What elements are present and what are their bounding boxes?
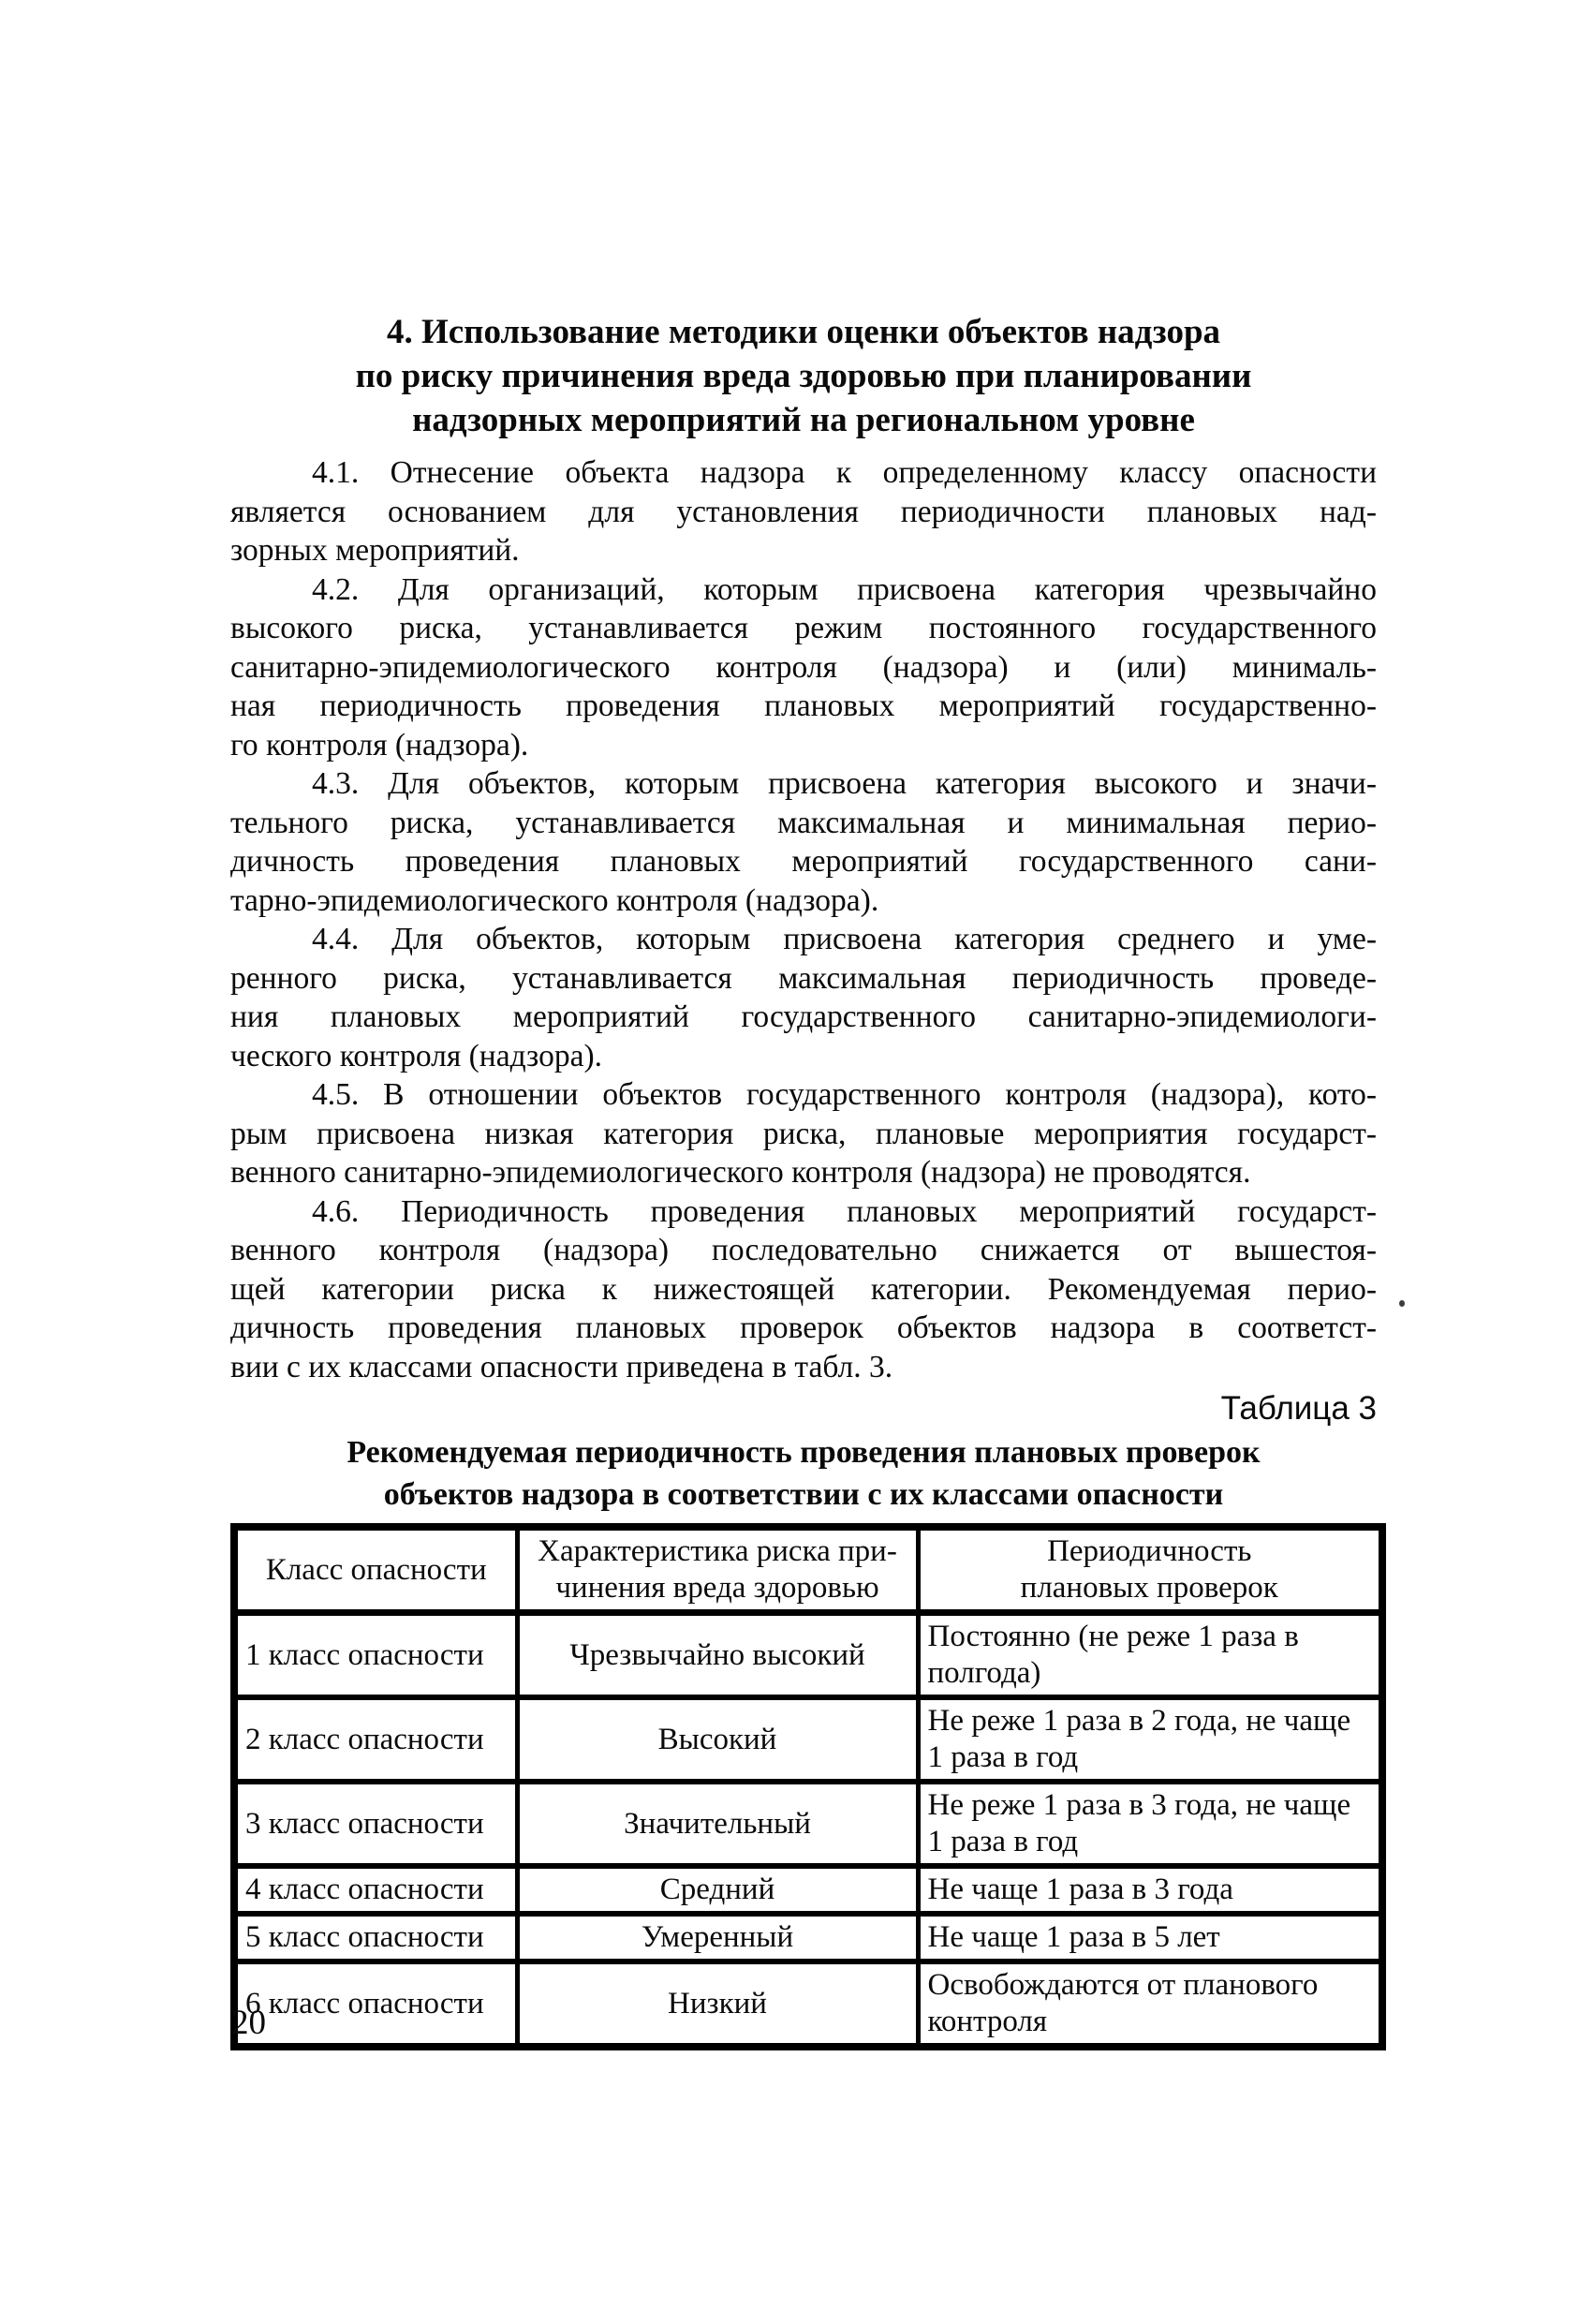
periodicity-cell: Не реже 1 раза в 3 года, не чаще 1 раза в год [918,1782,1382,1866]
table-caption: Таблица 3 [1220,1390,1377,1427]
paragraph [230,453,1377,570]
table-row [234,1961,1382,2047]
paragraph-line: дичность проведения плановых проверок объектов надзора в соответст- [230,1310,1377,1345]
periodicity-cell: Постоянно (не реже 1 раза в полгода) [918,1613,1382,1698]
periodicity-table [230,1523,1386,2050]
paragraph-line: 4.5. В отношении объектов государственного контроля (надзора), кото- [312,1077,1377,1112]
table-row [234,1613,1382,1698]
body-text [230,453,1377,1386]
paragraph-line: вии с их классами опасности приведена в табл. 3. [230,1349,893,1384]
paragraph-line: тарно-эпидемиологического контроля (надзора). [230,882,879,918]
header-class-cell: Класс опасности [234,1527,517,1613]
risk-cell: Умеренный [517,1914,918,1961]
paragraph-line: 4.1. Отнесение объекта надзора к определенному классу опасности [312,455,1377,490]
paragraph-line: 4.4. Для объектов, которым присвоена категория среднего и уме- [312,922,1377,956]
hazard-class-cell: 3 класс опасности [234,1782,517,1866]
hazard-class-cell: 4 класс опасности [234,1866,517,1914]
heading-line: по риску причинения вреда здоровью при планировании [355,357,1252,395]
paragraph [230,764,1377,920]
header-periodicity-cell: Периодичность плановых проверок [918,1527,1382,1613]
table-row [234,1866,1382,1914]
periodicity-cell: Освобождаются от планового контроля [918,1961,1382,2047]
periodicity-cell: Не реже 1 раза в 2 года, не чаще 1 раза в год [918,1697,1382,1782]
paragraph-line: рым присвоена низкая категория риска, плановые мероприятия государст- [230,1116,1377,1151]
paragraph-line: венного контроля (надзора) последовательно снижается от вышестоя- [230,1233,1377,1267]
paragraph [230,920,1377,1075]
paragraph-line: ческого контроля (надзора). [230,1038,602,1073]
paragraph-line: ная периодичность проведения плановых мероприятий государственно- [230,688,1377,723]
paragraph [230,1192,1377,1387]
risk-cell: Значительный [517,1782,918,1866]
table-row [234,1782,1382,1866]
table-body [234,1613,1382,2048]
paragraph-line: 4.6. Периодичность проведения плановых мероприятий государст- [312,1193,1377,1229]
paragraph-line: 4.2. Для организаций, которым присвоена категория чрезвычайно [312,571,1377,607]
paragraph-line: го контроля (надзора). [230,727,529,762]
page-number: 20 [231,2004,266,2042]
table-title [230,1431,1377,1516]
paragraph-line: дичность проведения плановых мероприятий государственного сани- [230,844,1377,879]
risk-cell: Средний [517,1866,918,1914]
hazard-class-cell: 5 класс опасности [234,1914,517,1961]
paragraph [230,1075,1377,1192]
risk-cell: Высокий [517,1697,918,1782]
paragraph-line: высокого риска, устанавливается режим постоянного государственного [230,611,1377,645]
scan-artifact-dot [1399,1300,1405,1307]
risk-cell: Низкий [517,1961,918,2047]
paragraph [230,570,1377,765]
content-column [230,310,1377,2050]
risk-cell: Чрезвычайно высокий [517,1613,918,1698]
hazard-class-cell: 6 класс опасности [234,1961,517,2047]
table-title-line: Рекомендуемая периодичность проведения плановых проверок [347,1435,1261,1470]
heading-line: надзорных мероприятий на региональном уровне [412,401,1195,439]
paragraph-line: венного санитарно-эпидемиологического контроля (надзора) не проводятся. [230,1155,1251,1190]
heading-line: 4. Использование методики оценки объектов надзора [386,313,1221,351]
table-header-row [234,1527,1382,1613]
periodicity-cell: Не чаще 1 раза в 3 года [918,1866,1382,1914]
paragraph-line: санитарно-эпидемиологического контроля (надзора) и (или) минималь- [230,649,1377,685]
paragraph-line: ния плановых мероприятий государственного санитарно-эпидемиологи- [230,999,1377,1034]
paragraph-line: тельного риска, устанавливается максимальная и минимальная перио- [230,805,1377,840]
table-title-line: объектов надзора в соответствии с их классами опасности [383,1477,1224,1512]
paragraph-line: зорных мероприятий. [230,533,520,568]
table-row [234,1914,1382,1961]
paragraph-line: 4.3. Для объектов, которым присвоена категория высокого и значи- [312,766,1377,801]
periodicity-cell: Не чаще 1 раза в 5 лет [918,1914,1382,1961]
paragraph-line: ренного риска, устанавливается максимальная периодичность проведе- [230,960,1377,996]
section-heading [230,310,1377,442]
table-row [234,1697,1382,1782]
header-risk-cell: Характеристика риска при- чинения вреда здоровью [517,1527,918,1613]
paragraph-line: является основанием для установления периодичности плановых над- [230,494,1377,529]
hazard-class-cell: 2 класс опасности [234,1697,517,1782]
hazard-class-cell: 1 класс опасности [234,1613,517,1698]
paragraph-line: щей категории риска к нижестоящей категории. Рекомендуемая перио- [230,1271,1377,1307]
